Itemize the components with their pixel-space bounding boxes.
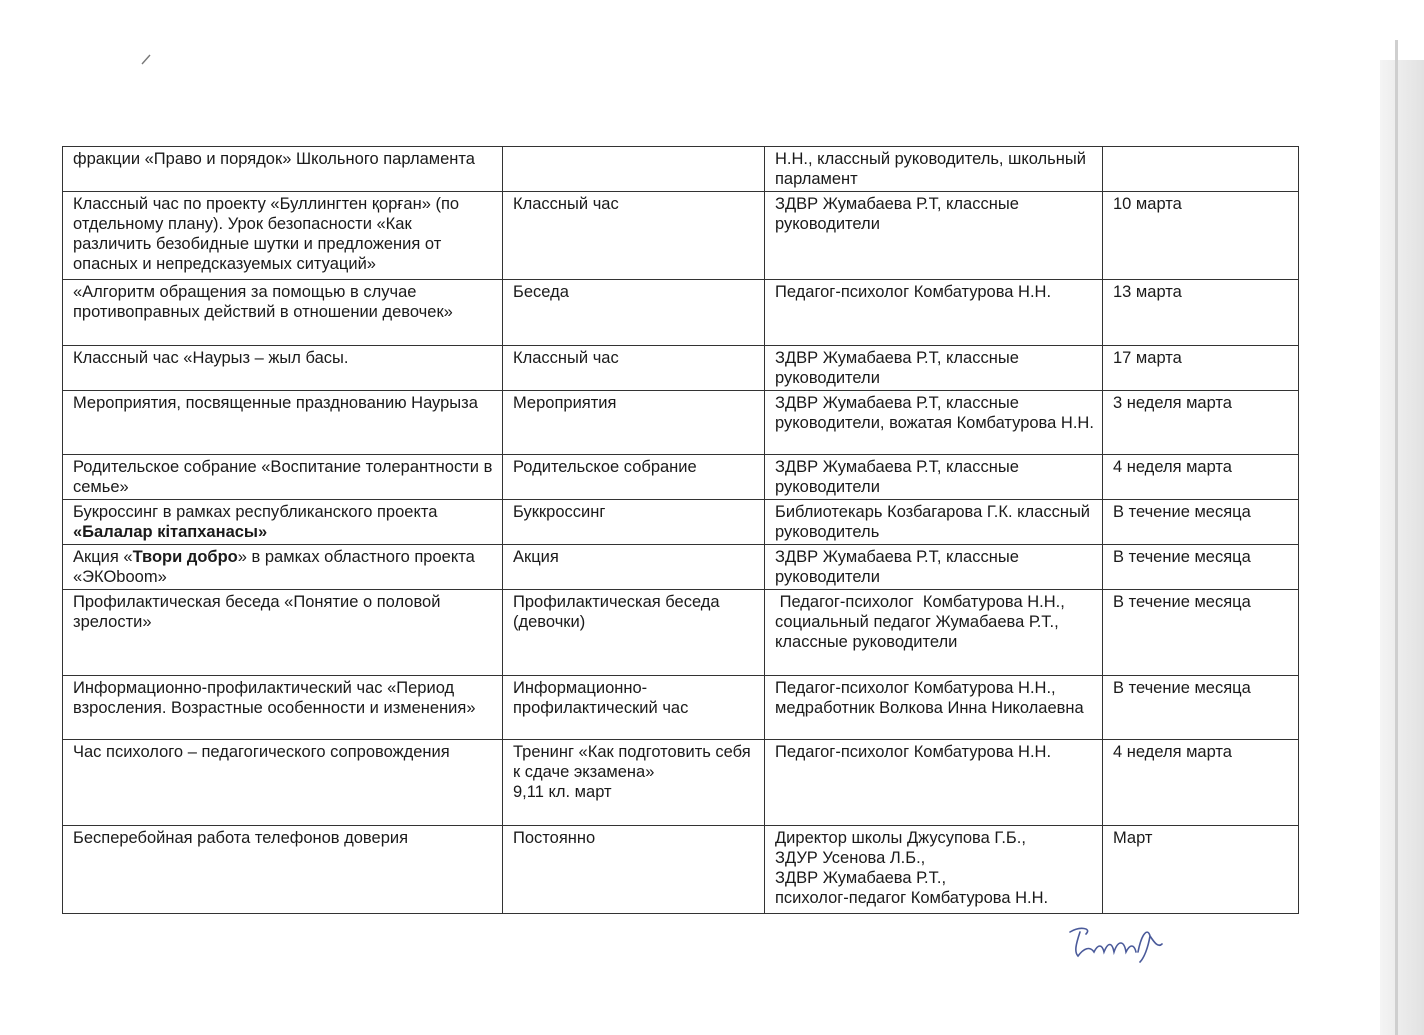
event-cell: «Алгоритм обращения за помощью в случае противоправных действий в отношении девочек» [63, 280, 503, 346]
date-cell [1103, 147, 1299, 192]
responsible-cell: Педагог-психолог Комбатурова Н.Н. [765, 280, 1103, 346]
responsible-cell: Библиотекарь Козбагарова Г.К. классный руководитель [765, 500, 1103, 545]
table-row [63, 826, 1299, 914]
responsible-line: ЗДУР Усенова Л.Б., [775, 849, 926, 867]
responsible-cell: ЗДВР Жумабаева Р.Т, классные руководители [765, 455, 1103, 500]
responsible-line: Директор школы Джусупова Г.Б., [775, 829, 1026, 847]
event-cell [63, 500, 503, 545]
table-row [63, 346, 1299, 391]
form-line: 9,11 кл. март [513, 783, 612, 801]
form-cell: Постоянно [503, 826, 765, 914]
table-row [63, 147, 1299, 192]
page-edge [1395, 40, 1398, 1035]
event-cell: Родительское собрание «Воспитание толерантности в семье» [63, 455, 503, 500]
responsible-cell [765, 826, 1103, 914]
form-cell [503, 740, 765, 826]
form-line: Тренинг «Как подготовить себя к сдаче экзамена» [513, 743, 751, 781]
event-cell: Бесперебойная работа телефонов доверия [63, 826, 503, 914]
responsible-cell: ЗДВР Жумабаева Р.Т, классные руководители, вожатая Комбатурова Н.Н. [765, 391, 1103, 455]
form-cell: Буккроссинг [503, 500, 765, 545]
date-cell: 10 марта [1103, 192, 1299, 280]
date-cell: В течение месяца [1103, 676, 1299, 740]
form-cell: Профилактическая беседа (девочки) [503, 590, 765, 676]
event-text: Букроссинг в рамках республиканского проекта [73, 503, 438, 521]
plan-table-wrapper [62, 146, 1298, 914]
table-row [63, 545, 1299, 590]
event-cell: Классный час «Наурыз – жыл басы. [63, 346, 503, 391]
responsible-cell: Н.Н., классный руководитель, школьный парламент [765, 147, 1103, 192]
date-cell: В течение месяца [1103, 500, 1299, 545]
form-cell: Классный час [503, 346, 765, 391]
event-cell: Профилактическая беседа «Понятие о половой зрелости» [63, 590, 503, 676]
responsible-cell: Педагог-психолог Комбатурова Н.Н. [765, 740, 1103, 826]
form-cell: Мероприятия [503, 391, 765, 455]
responsible-cell: Педагог-психолог Комбатурова Н.Н., социальный педагог Жумабаева Р.Т., классные руководители [765, 590, 1103, 676]
table-row [63, 500, 1299, 545]
page-shadow [1380, 60, 1424, 1035]
table-row [63, 455, 1299, 500]
responsible-cell: ЗДВР Жумабаева Р.Т, классные руководители [765, 192, 1103, 280]
date-cell: Март [1103, 826, 1299, 914]
table-row [63, 590, 1299, 676]
form-cell: Классный час [503, 192, 765, 280]
date-cell: 3 неделя марта [1103, 391, 1299, 455]
event-cell: Информационно-профилактический час «Период взросления. Возрастные особенности и изменения» [63, 676, 503, 740]
table-row [63, 280, 1299, 346]
table-row [63, 391, 1299, 455]
project-name: «Балалар кітапханасы» [73, 523, 268, 541]
date-cell: 4 неделя марта [1103, 740, 1299, 826]
event-cell: Мероприятия, посвященные празднованию Наурыза [63, 391, 503, 455]
responsible-cell: ЗДВР Жумабаева Р.Т, классные руководители [765, 545, 1103, 590]
date-cell: 4 неделя марта [1103, 455, 1299, 500]
form-cell [503, 147, 765, 192]
date-cell: 17 марта [1103, 346, 1299, 391]
responsible-cell: Педагог-психолог Комбатурова Н.Н., медработник Волкова Инна Николаевна [765, 676, 1103, 740]
responsible-cell: ЗДВР Жумабаева Р.Т, классные руководители [765, 346, 1103, 391]
table-row [63, 192, 1299, 280]
form-cell: Родительское собрание [503, 455, 765, 500]
plan-table [62, 146, 1299, 914]
form-cell: Акция [503, 545, 765, 590]
event-cell: фракции «Право и порядок» Школьного парламента [63, 147, 503, 192]
signature-mark [1066, 922, 1166, 966]
event-cell: Классный час по проекту «Буллингтен қорған» (по отдельному плану). Урок безопасности «Как различить безобидные шутки и предложения от опасных и непредсказуемых ситуаций» [63, 192, 503, 280]
responsible-line: психолог-педагог Комбатурова Н.Н. [775, 889, 1049, 907]
date-cell: В течение месяца [1103, 545, 1299, 590]
date-cell: В течение месяца [1103, 590, 1299, 676]
event-text-tail: » в рамках областного проекта «ЭКОboom» [73, 548, 475, 586]
table-row [63, 676, 1299, 740]
stray-pen-mark [140, 52, 154, 66]
event-cell: Час психолого – педагогического сопровождения [63, 740, 503, 826]
table-row [63, 740, 1299, 826]
action-name: Твори добро [132, 548, 238, 566]
responsible-line: ЗДВР Жумабаева Р.Т., [775, 869, 947, 887]
event-cell [63, 545, 503, 590]
form-cell: Информационно-профилактический час [503, 676, 765, 740]
date-cell: 13 марта [1103, 280, 1299, 346]
form-cell: Беседа [503, 280, 765, 346]
event-text: Акция « [73, 548, 133, 566]
